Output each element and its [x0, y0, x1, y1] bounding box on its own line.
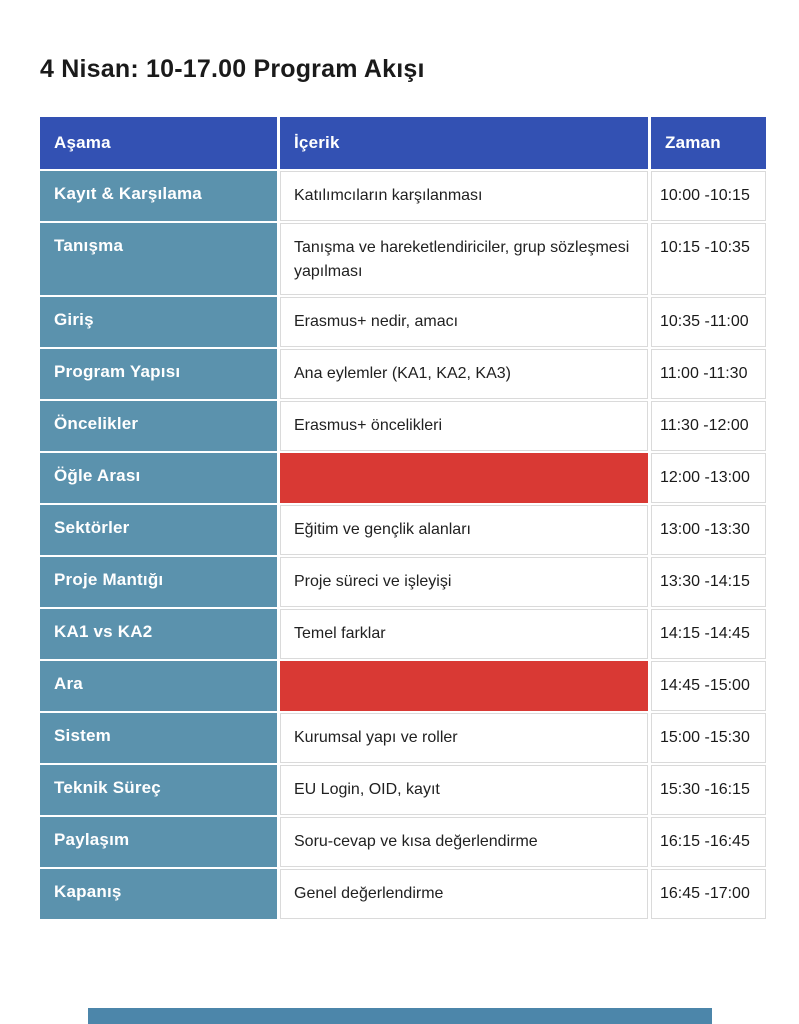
- time-cell: 11:30 -12:00: [651, 401, 766, 451]
- time-cell: 15:00 -15:30: [651, 713, 766, 763]
- header-asama: Aşama: [40, 117, 277, 169]
- content-cell: Tanışma ve hareketlendiriciler, grup sözleşmesi yapılması: [280, 223, 648, 295]
- content-cell: Erasmus+ öncelikleri: [280, 401, 648, 451]
- page-title: 4 Nisan: 10-17.00 Program Akışı: [40, 55, 425, 83]
- table-row: [40, 609, 766, 659]
- header-zaman: Zaman: [651, 117, 766, 169]
- stage-cell: KA1 vs KA2: [40, 609, 277, 659]
- time-cell: 14:45 -15:00: [651, 661, 766, 711]
- content-cell: [280, 453, 648, 503]
- time-cell: 10:35 -11:00: [651, 297, 766, 347]
- time-cell: 16:15 -16:45: [651, 817, 766, 867]
- table-row: [40, 453, 766, 503]
- content-cell: Kurumsal yapı ve roller: [280, 713, 648, 763]
- stage-cell: Öğle Arası: [40, 453, 277, 503]
- header-icerik: İçerik: [280, 117, 648, 169]
- content-cell: EU Login, OID, kayıt: [280, 765, 648, 815]
- table-row: [40, 713, 766, 763]
- stage-cell: Tanışma: [40, 223, 277, 295]
- time-cell: 11:00 -11:30: [651, 349, 766, 399]
- time-cell: 15:30 -16:15: [651, 765, 766, 815]
- content-cell: Eğitim ve gençlik alanları: [280, 505, 648, 555]
- table-row: [40, 171, 766, 221]
- content-cell: Soru-cevap ve kısa değerlendirme: [280, 817, 648, 867]
- program-schedule-table: [37, 115, 769, 921]
- content-cell: Genel değerlendirme: [280, 869, 648, 919]
- schedule-rows: [40, 171, 766, 919]
- time-cell: 16:45 -17:00: [651, 869, 766, 919]
- stage-cell: Kayıt & Karşılama: [40, 171, 277, 221]
- time-cell: 14:15 -14:45: [651, 609, 766, 659]
- stage-cell: Proje Mantığı: [40, 557, 277, 607]
- content-cell: Katılımcıların karşılanması: [280, 171, 648, 221]
- table-row: [40, 557, 766, 607]
- table-row: [40, 869, 766, 919]
- stage-cell: Sistem: [40, 713, 277, 763]
- next-page-table-edge-bar: [88, 1008, 712, 1024]
- content-cell: Erasmus+ nedir, amacı: [280, 297, 648, 347]
- table-row: [40, 817, 766, 867]
- stage-cell: Teknik Süreç: [40, 765, 277, 815]
- content-cell: [280, 661, 648, 711]
- stage-cell: Kapanış: [40, 869, 277, 919]
- header-row: [40, 117, 766, 169]
- time-cell: 10:15 -10:35: [651, 223, 766, 295]
- stage-cell: Ara: [40, 661, 277, 711]
- time-cell: 12:00 -13:00: [651, 453, 766, 503]
- table-row: [40, 401, 766, 451]
- table-row: [40, 223, 766, 295]
- table-row: [40, 661, 766, 711]
- content-cell: Proje süreci ve işleyişi: [280, 557, 648, 607]
- table-row: [40, 765, 766, 815]
- table-row: [40, 297, 766, 347]
- time-cell: 13:30 -14:15: [651, 557, 766, 607]
- stage-cell: Öncelikler: [40, 401, 277, 451]
- stage-cell: Giriş: [40, 297, 277, 347]
- table-row: [40, 505, 766, 555]
- time-cell: 13:00 -13:30: [651, 505, 766, 555]
- stage-cell: Paylaşım: [40, 817, 277, 867]
- time-cell: 10:00 -10:15: [651, 171, 766, 221]
- table-row: [40, 349, 766, 399]
- stage-cell: Sektörler: [40, 505, 277, 555]
- content-cell: Temel farklar: [280, 609, 648, 659]
- stage-cell: Program Yapısı: [40, 349, 277, 399]
- content-cell: Ana eylemler (KA1, KA2, KA3): [280, 349, 648, 399]
